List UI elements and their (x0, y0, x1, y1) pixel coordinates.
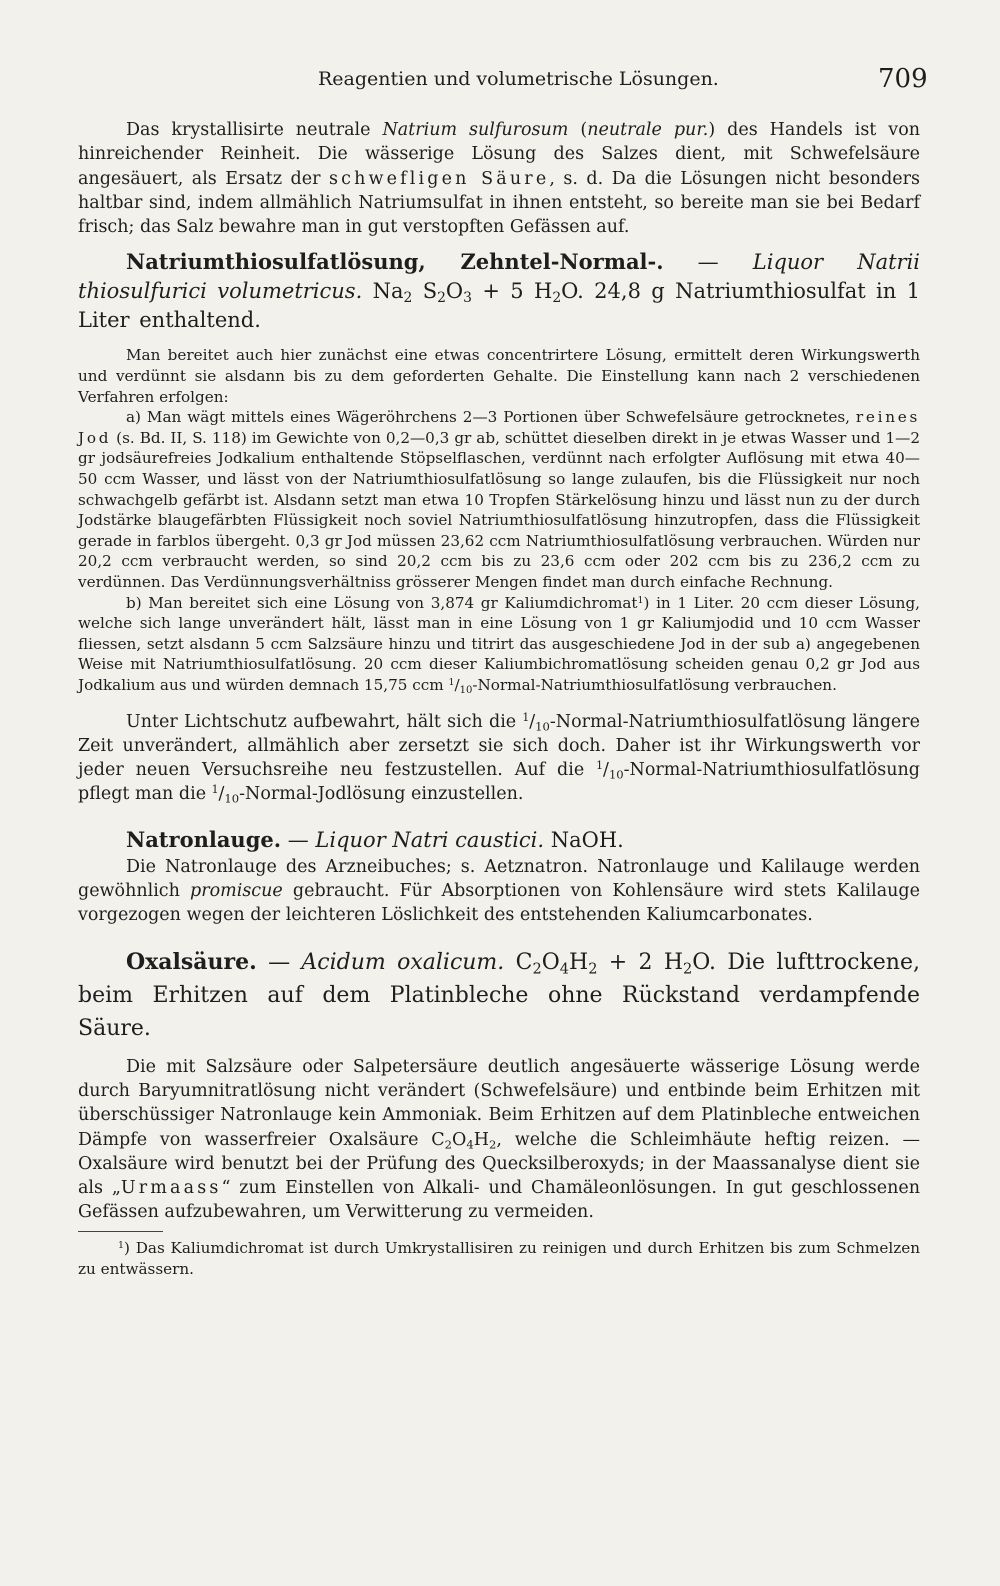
text-run: (s. Bd. II, S. 118) im Gewichte von 0,2—0,3 gr ab, schüttet dieselben direkt in je etwas Wasser und 1—2 gr jodsäurefreies Jodkalium enthaltende Stöpselflaschen, verdünnt nach erfolgter Auflösung mit etwa 40—50 ccm Wasser, und lässt von der Natriumthiosulfatlösung so lange zulaufen, bis die Flüssigkeit nur noch schwachgelb gefärbt ist. Alsdann setzt man etwa 10 Tropfen Stärkelösung hinzu und lässt nun zu der durch Jodstärke blaugefärbten Flüssigkeit noch soviel Natriumthiosulfatlösung hinzutropfen, dass die Flüssigkeit gerade in farblos übergeht. 0,3 gr Jod müssen 23,62 ccm Natriumthiosulfatlösung verbrauchen. Würden nur 20,2 ccm verbraucht werden, so sind 20,2 ccm bis zu 23,6 ccm oder 202 ccm bis zu 236,2 ccm zu verdünnen. Das Verdünnungsverhältniss grösserer Mengen findet man durch einfache Rechnung. (78, 428, 920, 592)
footnote-text: ) Das Kaliumdichromat ist durch Umkrystallisiren zu reinigen und durch Erhitzen bis zum Schmelzen zu entwässern. (78, 1238, 920, 1278)
spaced-emphasis: schwefligen Säure (328, 168, 550, 189)
fraction-denominator: 10 (224, 791, 240, 806)
formula: H (569, 949, 589, 975)
formula: O. (561, 279, 584, 304)
footnote (78, 1238, 920, 1280)
subscript: 4 (466, 1137, 474, 1151)
subscript: 2 (489, 1137, 497, 1151)
subscript: 3 (463, 290, 472, 307)
dash: — (281, 827, 316, 852)
section-heading: Natronlauge. (126, 826, 282, 852)
formula: O (445, 279, 464, 304)
fraction-numerator: 1 (596, 759, 604, 773)
running-title: Reagentien und volumetrische Lösungen. (318, 68, 719, 90)
oxalsaeure-paragraph (78, 1055, 920, 1225)
running-head (0, 64, 1000, 96)
thiosulfat-heading-paragraph (78, 247, 920, 335)
text-run: -Normal-Jodlösung einzustellen. (239, 784, 524, 805)
subscript: 2 (683, 961, 693, 977)
subscript: 4 (559, 961, 569, 977)
formula: H (473, 1129, 489, 1150)
text-run: -Normal-Natriumthiosulfatlösung pflegt man die (78, 760, 920, 805)
formula: NaOH. (544, 827, 624, 852)
fraction-numerator: 1 (448, 676, 455, 688)
text-run: -Normal-Natriumthiosulfatlösung längere Zeit unverändert, allmählich aber zersetzt sie sich doch. Daher ist ihr Wirkungswerth vor jeder neuen Versuchsreihe neu festzustellen. Auf die (78, 711, 921, 781)
fraction-denominator: 10 (608, 767, 624, 782)
sulfit-paragraph (78, 118, 920, 239)
natronlauge-heading-paragraph (78, 825, 920, 855)
storage-paragraph: Unter Lichtschutz aufbewahrt, hält sich die $^1/_{10}-Normal$-Natriumthiosulfatlösung längere Zeit unverändert, allmählich aber zersetzt sie sich doch. Daher ist ihr Wirkungswerth vor jeder neuen Versuchsreihe neu festzustellen. Auf die $^1/_{10}-Normal$-Natriumthiosulfatlösung pflegt man die $^1/_{10}-Normal$-Jodlösung einzustellen. (78, 710, 921, 806)
formula: S (412, 279, 438, 304)
formula: O (452, 1129, 467, 1150)
fraction-denominator: 10 (459, 684, 473, 696)
text-run: Die mit Salzsäure oder Salpetersäure deutlich angesäuerte wässerige Lösung werde durch Baryumnitratlösung nicht verändert (Schwefelsäure) und entbinde beim Erhitzen mit überschüssiger Natronlauge kein Ammoniak. Beim Erhitzen auf dem Platinbleche entweichen Dämpfe von wasserfreier Oxalsäure C (78, 1056, 920, 1150)
spaced-emphasis: Urmaass (120, 1178, 222, 1199)
latin-name: Liquor Natri caustici. (315, 827, 545, 852)
latin-name: Natrium sulfurosum (382, 120, 569, 140)
dash: — (663, 250, 753, 275)
subscript: 2 (552, 290, 562, 307)
fraction-numerator: 1 (211, 783, 219, 797)
footnote-reference: 1 (637, 594, 644, 606)
text-run: a) Man wägt mittels eines Wägeröhrchens 2—3 Portionen über Schwefelsäure getrocknetes, (126, 408, 856, 427)
formula: + 5 H (471, 279, 553, 304)
fraction-denominator: 10 (535, 719, 550, 734)
latin-name: Acidum oxalicum. (301, 949, 505, 975)
text-run: , welche die Schleimhäute heftig reizen. — Oxalsäure wird benutzt bei der Prüfung des Quecksilberoxyds; in der Maassanalyse dient sie als „ (78, 1129, 920, 1199)
page-number: 709 (878, 64, 928, 94)
text-run: 24,8 g Natriumthiosulfat in 1 Liter enthaltend. (78, 279, 921, 333)
formula: O (541, 949, 560, 975)
italic-term: promiscue (190, 881, 283, 902)
fraction-numerator: 1 (522, 710, 530, 724)
text-run: b) Man bereitet sich eine Lösung von 3,874 gr Kaliumdichromat (126, 593, 638, 612)
body-text (78, 118, 920, 1280)
text-run: Die Natronlauge des Arzneibuches; s. Aetznatron. Natronlauge und Kalilauge werden gewöhnlich (78, 856, 920, 902)
subscript: 2 (588, 961, 598, 977)
oxalsaeure-heading-paragraph (78, 946, 920, 1045)
text-run: Die lufttrockene, beim Erhitzen auf dem Platinbleche ohne Rückstand verdampfende Säure. (78, 949, 920, 1041)
thiosulfat-intro-paragraph (78, 345, 920, 407)
text-run: Das krystallisirte neutrale (126, 120, 383, 140)
formula: O. (692, 949, 717, 975)
section-heading: Oxalsäure. (126, 948, 257, 975)
text-run: -Normal-Natriumthiosulfatlösung verbrauchen. (472, 675, 837, 694)
subscript: 2 (444, 1137, 453, 1151)
text-run: “ zum Einstellen von Alkali- und Chamäleonlösungen. In gut geschlossenen Gefässen aufzubewahren, um Verwitterung zu vermeiden. (78, 1178, 921, 1223)
dash: — (256, 949, 302, 975)
text-run: ) des Handels ist von hinreichender Reinheit. Die wässerige Lösung des Salzes dient, mit Schwefelsäure angesäuert, als Ersatz der (78, 120, 920, 189)
footnote-marker: 1 (118, 1239, 124, 1251)
text-run: ) in 1 Liter. 20 ccm dieser Lösung, welche sich lange unverändert hält, lässt man in eine Lösung von 1 gr Kaliumjodid und 10 ccm Wasser fliessen, setzt alsdann 5 ccm Salzsäure hinzu und titrirt das ausgeschiedene Jod in der sub a) angegebenen Weise mit Natriumthiosulfatlösung. 20 ccm dieser Kaliumbichromatlösung scheiden genau 0,2 gr Jod aus Jodkalium aus und würden demnach 15,75 ccm (78, 593, 920, 694)
subscript: 2 (532, 961, 542, 977)
method-b-paragraph: b) Man bereitet sich eine Lösung von 3,874 gr Kaliumdichromat$^1$) in 1 Liter. 20 ccm dieser Lösung, welche sich lange unverändert hält, lässt man in eine Lösung von 1 gr Kaliumjodid und 10 ccm Wasser fliessen, setzt alsdann 5 ccm Salzsäure hinzu und titrirt das ausgeschiedene Jod in der sub a) angegebenen Weise mit Natriumthiosulfatlösung. 20 ccm dieser Kaliumbichromatlösung scheiden genau 0,2 gr Jod aus Jodkalium aus und würden demnach 15,75 ccm $^1/_{10}-Normal$-Natriumthiosulfatlösung verbrauchen. (78, 593, 920, 696)
subscript: 2 (403, 290, 413, 307)
formula: C (504, 949, 533, 975)
latin-name: Liquor Natrii thiosulfurici volumetricus. (78, 250, 921, 304)
subscript: 2 (437, 290, 446, 307)
section-heading: Natriumthiosulfatlösung, Zehntel-Normal-. (126, 249, 664, 275)
spaced-emphasis: reines Jod (78, 408, 920, 447)
method-a-paragraph (78, 407, 920, 592)
natronlauge-paragraph (78, 855, 920, 928)
text-run: gebraucht. Für Absorptionen von Kohlensäure wird stets Kalilauge vorgezogen wegen der leichteren Löslichkeit des entstehenden Kaliumcarbonates. (78, 881, 920, 926)
text-run: Man bereitet auch hier zunächst eine etwas concentrirtere Lösung, ermittelt deren Wirkungswerth und verdünnt sie alsdann bis zu dem geforderten Gehalte. Die Einstellung kann nach 2 verschiedenen Verfahren erfolgen: (78, 346, 920, 406)
text-run: ( (568, 120, 588, 140)
formula: + 2 H (597, 949, 684, 975)
formula: Na (362, 279, 404, 304)
text-run: , s. d. Da die Lösungen nicht besonders haltbar sind, indem allmählich Natriumsulfat in ihnen entsteht, so bereite man sie bei Bedarf frisch; das Salz bewahre man in gut verstopften Gefässen auf. (78, 168, 921, 238)
text-run: Unter Lichtschutz aufbewahrt, hält sich die (126, 711, 523, 732)
grade-label: neutrale pur. (587, 120, 709, 140)
footnote-rule (78, 1231, 163, 1232)
